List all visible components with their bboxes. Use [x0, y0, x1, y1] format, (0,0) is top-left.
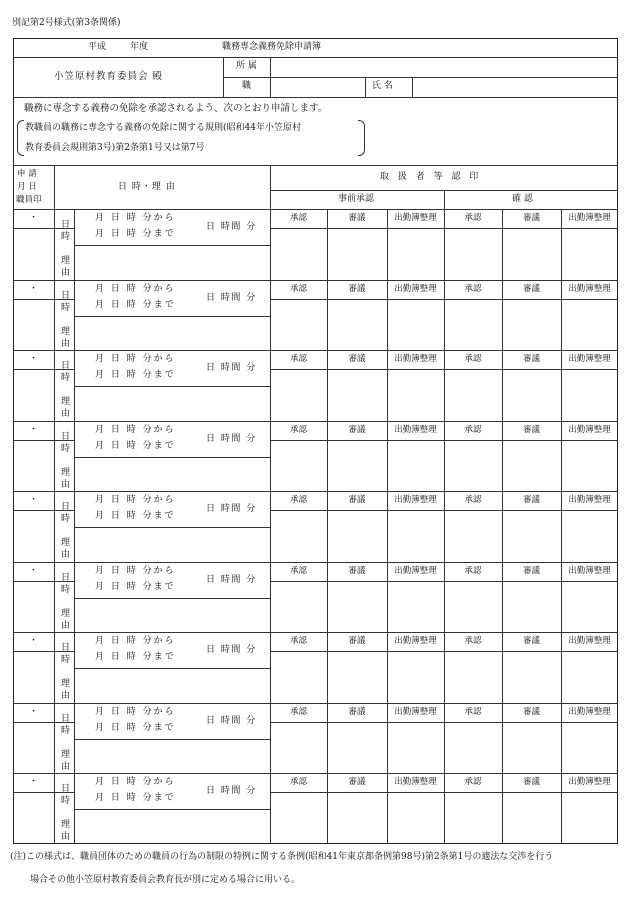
bracket-right: [358, 120, 365, 156]
staff-seal-field[interactable]: [14, 511, 53, 561]
staff-seal-field[interactable]: [14, 582, 53, 632]
approve-seal-box[interactable]: [271, 229, 326, 279]
divider: [54, 632, 55, 703]
attendance-label: 出勤簿整理: [394, 283, 437, 294]
confirm-attendance-label: 出勤簿整理: [568, 706, 611, 717]
datetime-label: 時: [61, 584, 71, 595]
confirmation-header: 確 認: [512, 194, 533, 204]
apply-header-2: 月 日: [17, 182, 37, 192]
reason-field[interactable]: [75, 528, 269, 561]
deliberate-seal-box[interactable]: [328, 441, 386, 491]
reason-label: 理: [61, 467, 71, 478]
datetime-label: 日: [61, 290, 71, 301]
duration[interactable]: 日 時間 分: [206, 786, 257, 796]
datetime-label: 時: [61, 725, 71, 736]
attendance-seal-box[interactable]: [388, 370, 443, 420]
date-dot: ・: [28, 213, 38, 223]
reason-label: 由: [61, 691, 71, 701]
confirm-deliberate-seal-box[interactable]: [503, 582, 560, 632]
divider: [13, 703, 618, 704]
reason-label: 由: [61, 550, 71, 560]
confirm-attendance-label: 出勤簿整理: [568, 565, 611, 576]
staff-seal-field[interactable]: [14, 723, 53, 773]
from-datetime[interactable]: 月 日 時 分から: [95, 283, 176, 294]
affiliation-field[interactable]: [271, 58, 617, 76]
datetime-label: 日: [61, 713, 71, 724]
reason-field[interactable]: [75, 246, 269, 279]
approve-seal-box[interactable]: [271, 793, 326, 843]
divider: [54, 703, 55, 774]
deliberate-seal-box[interactable]: [328, 793, 386, 843]
confirm-deliberate-seal-box[interactable]: [503, 441, 560, 491]
confirm-attendance-seal-box[interactable]: [562, 723, 617, 773]
deliberate-label: 審議: [348, 424, 366, 435]
confirm-attendance-seal-box[interactable]: [562, 652, 617, 702]
note-line-1: (注)この様式は、職員団体のための職員の行為の制限の特例に関する条例(昭和41年東京都条例第98号)第2条第1号の適法な交渉を行う: [10, 852, 554, 862]
deliberate-seal-box[interactable]: [328, 652, 386, 702]
staff-seal-field[interactable]: [14, 441, 53, 491]
from-datetime[interactable]: 月 日 時 分から: [95, 565, 176, 576]
reason-label: 理: [61, 749, 71, 760]
divider: [54, 562, 55, 633]
confirm-deliberate-label: 審議: [522, 213, 540, 223]
approve-label: 承認: [289, 706, 307, 717]
reason-label: 由: [61, 479, 71, 490]
deliberate-seal-box[interactable]: [328, 582, 386, 632]
divider: [13, 773, 618, 774]
approve-label: 承認: [289, 495, 307, 505]
era-label: 平成: [88, 42, 107, 52]
deliberate-seal-box[interactable]: [328, 229, 386, 279]
confirm-deliberate-label: 審議: [522, 354, 540, 364]
divider: [444, 190, 445, 209]
confirm-attendance-seal-box[interactable]: [562, 441, 617, 491]
deliberate-label: 審議: [348, 706, 366, 717]
confirm-deliberate-label: 審議: [522, 495, 540, 505]
divider: [13, 209, 618, 210]
reason-label: 理: [61, 679, 71, 689]
confirm-attendance-seal-box[interactable]: [562, 793, 617, 843]
deliberate-seal-box[interactable]: [328, 370, 386, 420]
datetime-label: 時: [61, 443, 71, 454]
datetime-label: 時: [61, 514, 71, 524]
basis-line-1: 教職員の職務に専念する義務の免除に関する規則(昭和44年小笠原村: [25, 123, 301, 133]
reason-label: 由: [61, 338, 71, 349]
to-datetime[interactable]: 月 日 時 分まで: [95, 370, 176, 380]
confirm-attendance-label: 出勤簿整理: [568, 777, 611, 787]
staff-seal-field[interactable]: [14, 229, 53, 279]
position-label: 職: [242, 81, 252, 91]
confirm-approve-seal-box[interactable]: [445, 793, 501, 843]
reason-label: 由: [61, 409, 71, 419]
datetime-label: 時: [61, 655, 71, 665]
duration[interactable]: 日 時間 分: [206, 363, 257, 373]
confirm-deliberate-label: 審議: [522, 424, 540, 435]
datetime-label: 日: [61, 643, 71, 653]
date-dot: ・: [28, 565, 38, 576]
reason-field[interactable]: [75, 669, 269, 702]
reason-field[interactable]: [75, 317, 269, 350]
attendance-label: 出勤簿整理: [394, 424, 437, 435]
reason-label: 理: [61, 397, 71, 407]
approve-seal-box[interactable]: [271, 582, 326, 632]
reason-label: 理: [61, 608, 71, 619]
basis-line-2: 教育委員会規則第3号)第2条第1号又は第7号: [25, 143, 205, 153]
reason-label: 由: [61, 268, 71, 278]
confirm-approve-seal-box[interactable]: [445, 300, 501, 350]
form-label: 別記第2号様式(第3条関係): [12, 18, 121, 28]
divider: [54, 491, 55, 562]
datetime-label: 時: [61, 796, 71, 806]
reason-field[interactable]: [75, 599, 269, 632]
duration[interactable]: 日 時間 分: [206, 433, 257, 444]
attendance-seal-box[interactable]: [388, 652, 443, 702]
divider: [54, 280, 55, 351]
datetime-label: 時: [61, 232, 71, 242]
confirm-attendance-seal-box[interactable]: [562, 582, 617, 632]
staff-seal-field[interactable]: [14, 300, 53, 350]
reason-field[interactable]: [75, 387, 269, 420]
duration[interactable]: 日 時間 分: [206, 574, 257, 585]
divider: [54, 165, 55, 209]
to-datetime[interactable]: 月 日 時 分まで: [95, 581, 176, 592]
confirm-attendance-label: 出勤簿整理: [568, 213, 611, 223]
duration[interactable]: 日 時間 分: [206, 645, 257, 655]
confirm-attendance-seal-box[interactable]: [562, 229, 617, 279]
divider: [13, 350, 618, 351]
datetime-label: 日: [61, 431, 71, 442]
attendance-label: 出勤簿整理: [394, 706, 437, 717]
date-dot: ・: [28, 424, 38, 435]
confirm-approve-seal-box[interactable]: [445, 370, 501, 420]
approve-label: 承認: [289, 424, 307, 435]
attendance-seal-box[interactable]: [388, 229, 443, 279]
reason-label: 理: [61, 326, 71, 337]
divider: [13, 97, 618, 98]
deliberate-label: 審議: [348, 354, 366, 364]
date-dot: ・: [28, 706, 38, 717]
confirm-attendance-seal-box[interactable]: [562, 300, 617, 350]
confirm-approve-label: 承認: [464, 777, 482, 787]
datetime-reason-header: 日 時・理 由: [118, 182, 176, 192]
application-statement: 職務に専念する義務の免除を承認されるよう、次のとおり申請します。: [24, 103, 328, 114]
staff-seal-field[interactable]: [14, 652, 53, 702]
addressee: 小笠原村教育委員会 殿: [54, 71, 164, 82]
to-datetime[interactable]: 月 日 時 分まで: [95, 511, 176, 521]
divider: [270, 165, 271, 209]
deliberate-label: 審議: [348, 495, 366, 505]
attendance-seal-box[interactable]: [388, 793, 443, 843]
reason-label: 理: [61, 538, 71, 548]
duration[interactable]: 日 時間 分: [206, 715, 257, 726]
deliberate-seal-box[interactable]: [328, 511, 386, 561]
from-datetime[interactable]: 月 日 時 分から: [95, 636, 176, 646]
form-title: 職務専念義務免除申請簿: [222, 42, 322, 52]
staff-seal-field[interactable]: [14, 370, 53, 420]
approve-label: 承認: [289, 777, 307, 787]
confirm-deliberate-seal-box[interactable]: [503, 793, 560, 843]
attendance-label: 出勤簿整理: [394, 495, 437, 505]
confirm-attendance-seal-box[interactable]: [562, 370, 617, 420]
apply-header-1: 申 請: [17, 169, 37, 179]
attendance-seal-box[interactable]: [388, 723, 443, 773]
attendance-label: 出勤簿整理: [394, 354, 437, 364]
name-label: 氏 名: [372, 81, 393, 91]
deliberate-label: 審議: [348, 777, 366, 787]
divider: [13, 280, 618, 281]
approve-seal-box[interactable]: [271, 723, 326, 773]
deliberate-label: 審議: [348, 283, 366, 294]
confirm-deliberate-seal-box[interactable]: [503, 370, 560, 420]
approve-label: 承認: [289, 636, 307, 646]
attendance-label: 出勤簿整理: [394, 636, 437, 646]
divider: [54, 209, 55, 280]
confirm-approve-seal-box[interactable]: [445, 511, 501, 561]
reason-label: 由: [61, 832, 71, 842]
reason-field[interactable]: [75, 740, 269, 773]
deliberate-label: 審議: [348, 636, 366, 646]
date-dot: ・: [28, 777, 38, 787]
confirm-approve-seal-box[interactable]: [445, 582, 501, 632]
confirm-approve-label: 承認: [464, 354, 482, 364]
duration[interactable]: 日 時間 分: [206, 504, 257, 514]
attendance-seal-box[interactable]: [388, 300, 443, 350]
from-datetime[interactable]: 月 日 時 分から: [95, 706, 176, 717]
affiliation-label: 所 属: [236, 61, 257, 71]
year-label: 年度: [130, 42, 149, 52]
confirm-attendance-label: 出勤簿整理: [568, 495, 611, 505]
datetime-label: 日: [61, 784, 71, 794]
duration[interactable]: 日 時間 分: [206, 222, 257, 232]
attendance-label: 出勤簿整理: [394, 213, 437, 223]
approve-label: 承認: [289, 283, 307, 294]
deliberate-seal-box[interactable]: [328, 723, 386, 773]
confirm-approve-label: 承認: [464, 283, 482, 294]
confirm-approve-label: 承認: [464, 213, 482, 223]
approve-seal-box[interactable]: [271, 441, 326, 491]
date-dot: ・: [28, 354, 38, 364]
date-dot: ・: [28, 283, 38, 294]
confirm-deliberate-seal-box[interactable]: [503, 652, 560, 702]
attendance-seal-box[interactable]: [388, 582, 443, 632]
duration[interactable]: 日 時間 分: [206, 292, 257, 303]
confirm-attendance-seal-box[interactable]: [562, 511, 617, 561]
divider: [54, 350, 55, 421]
to-datetime[interactable]: 月 日 時 分まで: [95, 440, 176, 451]
confirm-deliberate-label: 審議: [522, 283, 540, 294]
attendance-label: 出勤簿整理: [394, 777, 437, 787]
attendance-label: 出勤簿整理: [394, 565, 437, 576]
confirm-deliberate-seal-box[interactable]: [503, 511, 560, 561]
divider: [13, 491, 618, 492]
confirm-attendance-label: 出勤簿整理: [568, 283, 611, 294]
divider: [223, 57, 224, 97]
deliberate-label: 審議: [348, 213, 366, 223]
divider: [54, 421, 55, 492]
divider: [13, 632, 618, 633]
datetime-label: 日: [61, 220, 71, 230]
apply-header-3: 職員印: [16, 195, 42, 205]
reason-label: 由: [61, 761, 71, 772]
to-datetime[interactable]: 月 日 時 分まで: [95, 652, 176, 662]
confirm-deliberate-label: 審議: [522, 777, 540, 787]
confirm-deliberate-seal-box[interactable]: [503, 723, 560, 773]
reason-field[interactable]: [75, 810, 269, 843]
from-datetime[interactable]: 月 日 時 分から: [95, 213, 176, 223]
staff-seal-field[interactable]: [14, 793, 53, 843]
deliberate-seal-box[interactable]: [328, 300, 386, 350]
confirm-deliberate-label: 審議: [522, 636, 540, 646]
confirm-approve-label: 承認: [464, 636, 482, 646]
confirm-approve-label: 承認: [464, 706, 482, 717]
to-datetime[interactable]: 月 日 時 分まで: [95, 722, 176, 733]
from-datetime[interactable]: 月 日 時 分から: [95, 777, 176, 787]
from-datetime[interactable]: 月 日 時 分から: [95, 495, 176, 505]
position-field[interactable]: [271, 78, 364, 96]
datetime-label: 時: [61, 373, 71, 383]
datetime-label: 日: [61, 572, 71, 583]
confirm-attendance-label: 出勤簿整理: [568, 424, 611, 435]
confirm-approve-label: 承認: [464, 565, 482, 576]
attendance-seal-box[interactable]: [388, 441, 443, 491]
date-dot: ・: [28, 495, 38, 505]
approve-label: 承認: [289, 565, 307, 576]
confirm-approve-seal-box[interactable]: [445, 652, 501, 702]
note-line-2: 場合その他小笠原村教育委員会教育長が別に定める場合に用いる。: [30, 875, 301, 885]
confirm-approve-seal-box[interactable]: [445, 229, 501, 279]
confirm-approve-label: 承認: [464, 495, 482, 505]
confirm-deliberate-seal-box[interactable]: [503, 300, 560, 350]
confirm-deliberate-label: 審議: [522, 706, 540, 717]
deliberate-label: 審議: [348, 565, 366, 576]
datetime-label: 日: [61, 502, 71, 512]
to-datetime[interactable]: 月 日 時 分まで: [95, 229, 176, 239]
reason-label: 理: [61, 820, 71, 830]
approve-seal-box[interactable]: [271, 511, 326, 561]
reason-field[interactable]: [75, 458, 269, 491]
divider: [54, 773, 55, 844]
confirm-deliberate-seal-box[interactable]: [503, 229, 560, 279]
datetime-label: 時: [61, 302, 71, 313]
name-field[interactable]: [413, 78, 617, 96]
confirm-approve-label: 承認: [464, 424, 482, 435]
approve-seal-box[interactable]: [271, 370, 326, 420]
confirm-deliberate-label: 審議: [522, 565, 540, 576]
confirm-attendance-label: 出勤簿整理: [568, 354, 611, 364]
from-datetime[interactable]: 月 日 時 分から: [95, 424, 176, 435]
approve-seal-box[interactable]: [271, 652, 326, 702]
approve-seal-box[interactable]: [271, 300, 326, 350]
datetime-label: 日: [61, 361, 71, 371]
reason-label: 由: [61, 620, 71, 631]
approve-label: 承認: [289, 213, 307, 223]
divider: [365, 77, 366, 97]
reason-label: 理: [61, 256, 71, 266]
from-datetime[interactable]: 月 日 時 分から: [95, 354, 176, 364]
date-dot: ・: [28, 636, 38, 646]
to-datetime[interactable]: 月 日 時 分まで: [95, 793, 176, 803]
divider: [13, 165, 618, 166]
confirm-approve-seal-box[interactable]: [445, 441, 501, 491]
confirm-attendance-label: 出勤簿整理: [568, 636, 611, 646]
bracket-left: [17, 120, 24, 156]
to-datetime[interactable]: 月 日 時 分まで: [95, 299, 176, 310]
attendance-seal-box[interactable]: [388, 511, 443, 561]
approve-label: 承認: [289, 354, 307, 364]
prior-approval-header: 事前承認: [338, 194, 375, 204]
divider: [13, 562, 618, 563]
handler-header: 取 扱 者 等 認 印: [380, 172, 482, 182]
confirm-approve-seal-box[interactable]: [445, 723, 501, 773]
divider: [13, 421, 618, 422]
